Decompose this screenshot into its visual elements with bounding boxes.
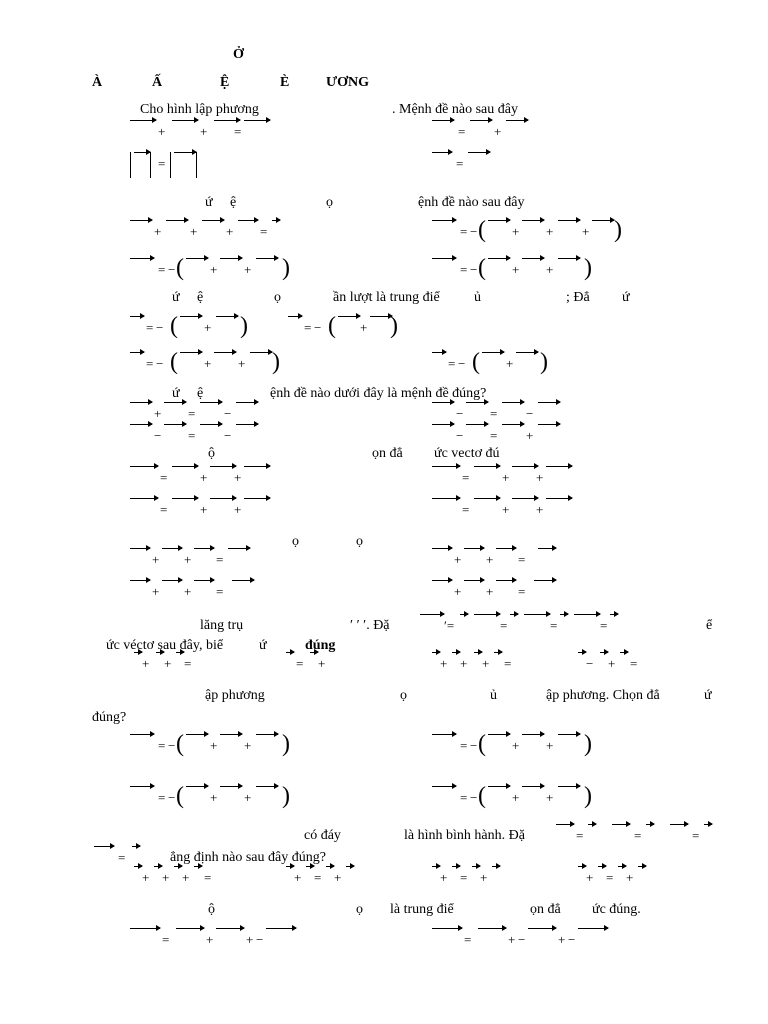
formula: + + = [134,652,210,670]
question-text: ẳng định nào sau đây đúng? [170,850,326,865]
formula: = = = [556,824,716,842]
question-text: ứ [205,195,213,210]
question-text: ể [706,618,713,633]
formula: + + + = [432,652,532,670]
question-text: ủ [490,688,497,703]
section-heading-part: Ệ [220,75,230,90]
question-text: ọn đẳ [372,446,403,461]
question-text: ọ [356,534,363,549]
formula: + = − [130,402,264,420]
formula: = + − + − [432,928,612,946]
formula: ′= = = = [420,614,620,632]
formula: + + + = [134,866,234,884]
formula: + = + [578,866,658,884]
question-text: ứ [259,638,267,653]
question-text: ọ [274,290,281,305]
formula: + + + = [130,220,280,238]
question-text: ệ [197,386,204,401]
question-text: . Mệnh đề nào sau đây [392,102,518,117]
question-text: Cho hình lập phương [140,102,259,117]
formula: = + + [432,498,572,516]
question-text: ần lượt là trung điể [333,290,440,305]
question-text: ứ [704,688,712,703]
question-text: ộ [208,446,215,461]
page-title: Ở [233,47,244,62]
question-text: ′ ′ ′. Đặ [350,618,390,633]
question-text: là trung điể [390,902,454,917]
question-text: ộ [208,902,215,917]
section-heading-part: Ấ [152,75,163,90]
question-text: ệ [230,195,237,210]
question-text: ứ [622,290,630,305]
formula: + + = [432,548,556,566]
formula: − = + [432,424,566,442]
formula: = [432,152,492,170]
formula: − + = [578,652,658,670]
question-text: ọ [400,688,407,703]
question-text: ọ [356,902,363,917]
question-text: ứ [172,290,180,305]
question-text: ập phương. Chọn đẳ [546,688,660,703]
question-text: ức vectơ đú [434,446,500,461]
question-text-emphasis: đúng [305,638,336,653]
question-text: ứ [172,386,180,401]
formula: + + = [130,548,254,566]
question-text: ức véctơ sau đây, biể [106,638,224,653]
section-heading-part: ƯƠNG [326,75,370,90]
question-text: đúng? [92,710,127,725]
formula: = + + [432,466,572,484]
question-text: ệnh đề nào dưới đây là mệnh đề đúng? [270,386,487,401]
question-text: là hình bình hành. Đặ [404,828,525,843]
formula: = + + [130,466,270,484]
question-text: ủ [474,290,481,305]
section-heading-part: È [280,75,290,90]
formula: = + + [130,498,270,516]
question-text: ập phương [205,688,265,703]
formula: + = + [432,866,512,884]
formula: + + = [130,580,254,598]
question-text: ức đúng. [592,902,641,917]
question-text: lăng trụ [200,618,244,633]
section-heading-part: À [92,75,103,90]
question-text: ọn đẳ [530,902,561,917]
formula: = + [286,652,342,670]
question-text: ệnh đề nào sau đây [418,195,525,210]
question-text: ọ [326,195,333,210]
question-text: ọ [292,534,299,549]
question-text: ; Đẳ [566,290,590,305]
formula: − = − [432,402,566,420]
formula: = + [432,120,532,138]
question-text: có đáy [304,828,341,843]
formula: + + = [432,580,556,598]
question-text: ệ [197,290,204,305]
formula: − = − [130,424,264,442]
formula: = [94,846,144,864]
formula: + + = [130,120,270,138]
formula: + = + [286,866,366,884]
formula: = + + − [130,928,300,946]
